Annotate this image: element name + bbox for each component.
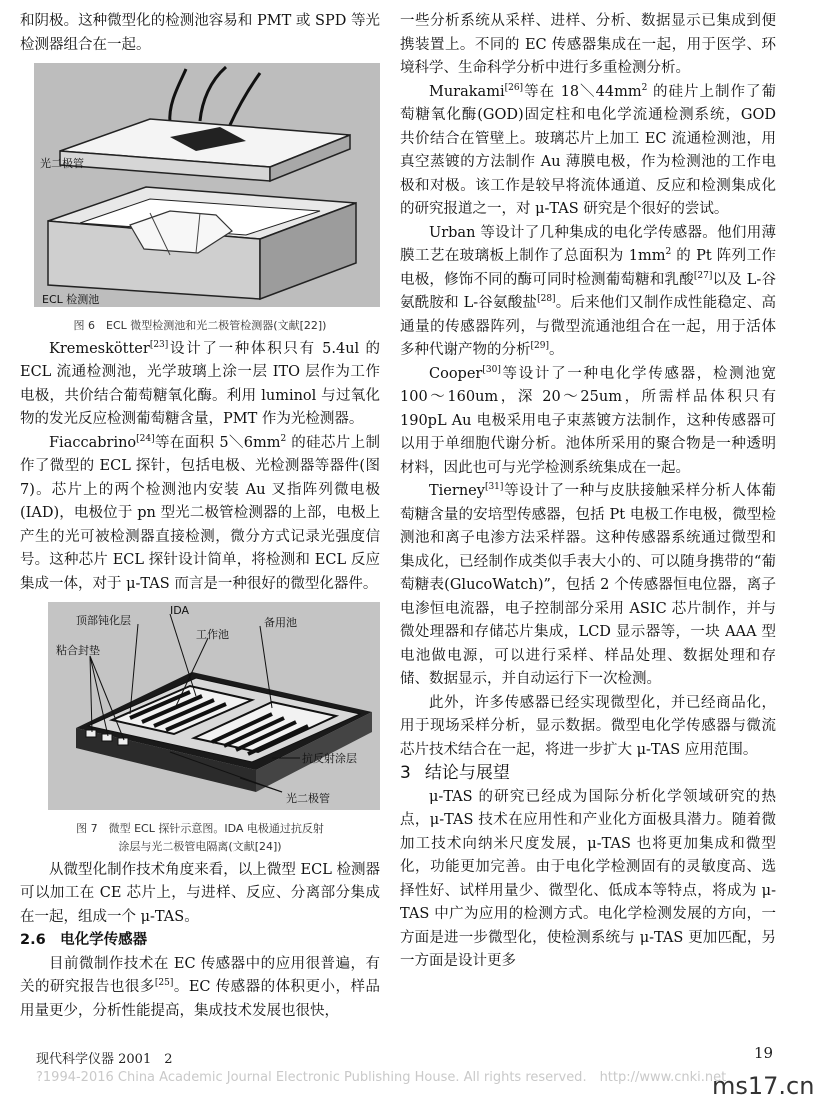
figure-7-caption-line1: 图 7 微型 ECL 探针示意图。IDA 电极通过抗反射 (76, 821, 324, 835)
site-watermark: ms17.cn (712, 1072, 814, 1100)
figure-6-caption: 图 6 ECL 微型检测池和光二极管检测器(文献[22]) (73, 318, 327, 332)
figure-7-diagram (20, 602, 380, 810)
paragraph-continuation-right: 一些分析系统从采样、进样、分析、数据显示已集成到便携装置上。不同的 EC 传感器集成在一起，用于医学、环境科学、生命科学分析中进行多重检测分析。 (400, 13, 776, 76)
copyright-line: ?1994-2016 China Academic Journal Electronic Publishing House. All rights reserved. http://www.cnki.net (36, 1070, 727, 1085)
paragraph-urban: Urban 等设计了几种集成的电化学传感器。他们用薄膜工艺在玻璃板上制作了总面积为 $1mm^2$ 的 Pt 阵列工作电极，修饰不同的酶可同时检测葡萄糖和乳酸[27]以及 L-谷氨酰胺和 L-谷氨酸盐[28]。后来他们又制作成性能稳定、高通量的传感器阵列，与微型流通池组合在一起，用于活体多种代谢产物的分析[29]。 (400, 224, 777, 358)
figure-7 (20, 602, 380, 855)
fig6-label-ecl-cell: ECL 检测池 (42, 293, 100, 306)
page-number: 19 (754, 1044, 774, 1062)
fig6-label-photodiode: 光二极管 (40, 157, 84, 170)
left-column (20, 10, 380, 1023)
paragraph-after-fig7: 从微型化制作技术角度来看，以上微型 ECL 检测器可以加工在 CE 芯片上，与进样、反应、分离部分集成在一起，组成一个 μ-TAS。 (20, 861, 380, 925)
fig7-label-antireflect: 抗反射涂层 (302, 752, 357, 765)
paragraph-commercial: 此外，许多传感器已经实现微型化，并已经商品化，用于现场采样分析，显示数据。微型电化学传感器与微流芯片技术结合在一起，将进一步扩大 μ-TAS 应用范围。 (400, 694, 776, 758)
fig7-label-ida: IDA (170, 604, 190, 617)
right-column (400, 10, 776, 974)
fig7-label-adhesive: 粘合封垫 (56, 644, 100, 657)
section-heading-2-6: 2.6 电化学传感器 (20, 932, 148, 948)
section-heading-3 (400, 762, 776, 786)
figure-6-diagram (20, 63, 380, 307)
section-3-number: 3 (400, 763, 411, 783)
fig7-label-work-pool: 工作池 (196, 628, 229, 641)
paragraph-kremeskotter: Kremeskötter[23]设计了一种体积只有 5.4ul 的 ECL 流通检测池，光学玻璃上涂一层 ITO 层作为工作电极，共价结合葡萄糖氧化酶。利用 luminol 与过氧化物的发光反应检测葡萄糖含量，PMT 作为光检测器。 (20, 339, 380, 427)
fig7-label-photodiode: 光二极管 (286, 792, 330, 805)
paragraph-cooper: Cooper[30]等设计了一种电化学传感器，检测池宽 100～160um，深 20～25um，所需样品体积只有 190pL Au 电极采用电子束蒸镀方法制作，这种传感器可以用于单细胞代谢分析。池体所采用的聚合物是一种透明材料，因此也可与光学检测系统集成在一起。 (400, 364, 776, 476)
paragraph-continuation: 和阴极。这种微型化的检测池容易和 PMT 或 SPD 等光检测器组合在一起。 (20, 13, 380, 53)
section-3-title: 结论与展望 (424, 763, 510, 783)
fig7-label-top-passivation: 顶部钝化层 (76, 614, 131, 627)
paragraph-fiaccabrino: Fiaccabrino[24]等在面积 $5\backslash 6mm^2$ 的硅芯片上制作了微型的 ECL 探针，包括电极、光检测器等器件(图 7)。芯片上的两个检测池内安装 Au 叉指阵列微电极(IAD)，电极位于 pn 型光二极管检测器的上部，电极上产生的光可被检测器直接检测，微分方式记录光强度信号。这种芯片 ECL 探针设计简单，将检测和 ECL 反应集成一体，对于 μ-TAS 而言是一种很好的微型化器件。 (20, 433, 380, 592)
figure-6 (20, 63, 380, 334)
paragraph-murakami: Murakami[26]等在 $18\backslash 44mm^2$ 的硅片上制作了葡萄糖氧化酶(GOD)固定柱和电化学流通检测系统，GOD 共价结合在管壁上。玻璃芯片上加工 EC 流通检测池，用真空蒸镀的方法制作 Au 薄膜电极，作为检测池的工作电极和对极。该工作是较早将流体通道、反应和检测集成化的研究报道之一，对 μ-TAS 研究是个很好的尝试。 (400, 82, 777, 217)
figure-7-caption-line2: 涂层与光二极管电隔离(文献[24]) (118, 839, 282, 853)
paragraph-ec-sensors: 目前微制作技术在 EC 传感器中的应用很普遍，有关的研究报告也很多[25]。EC 传感器的体积更小，样品用量更少，分析性能提高，集成技术发展也很快， (20, 955, 380, 1019)
paragraph-tierney: Tierney[31]等设计了一种与皮肤接触采样分析人体葡萄糖含量的安培型传感器，包括 Pt 电极工作电极，微型检测池和离子电渗方法采样器。这种传感器系统通过微型和集成化，已经制作成类似手表大小的、可以随身携带的“葡萄糖表(GlucoWatch)”，包括 2 个传感器恒电位器，离子电渗恒电流器，电子控制部分采用 ASIC 芯片制作，并与微处理器和存储芯片集成，LCD 显示器等，一块 AAA 型电池做电源，可以进行采样、样品处理、数据处理和存储、数据显示，并自动运行下一次检测。 (400, 482, 776, 687)
fig7-label-spare-pool: 备用池 (264, 616, 297, 629)
paragraph-conclusion: μ-TAS 的研究已经成为国际分析化学领域研究的热点，μ-TAS 技术在应用性和产业化方面极具潜力。随着微加工技术向纳米尺度发展，μ-TAS 也将更加集成和微型化，功能更加完善。由于电化学检测固有的灵敏度高、选择性好、试样用量少、微型化、低成本等特点，将成为 μ-TAS 中广为应用的检测方式。电化学检测发展的方向，一方面是进一步微型化，使检测系统与 μ-TAS 更加匹配，另一方面是设计更多 (400, 788, 776, 969)
journal-footer: 现代科学仪器 2001 2 (36, 1052, 173, 1067)
